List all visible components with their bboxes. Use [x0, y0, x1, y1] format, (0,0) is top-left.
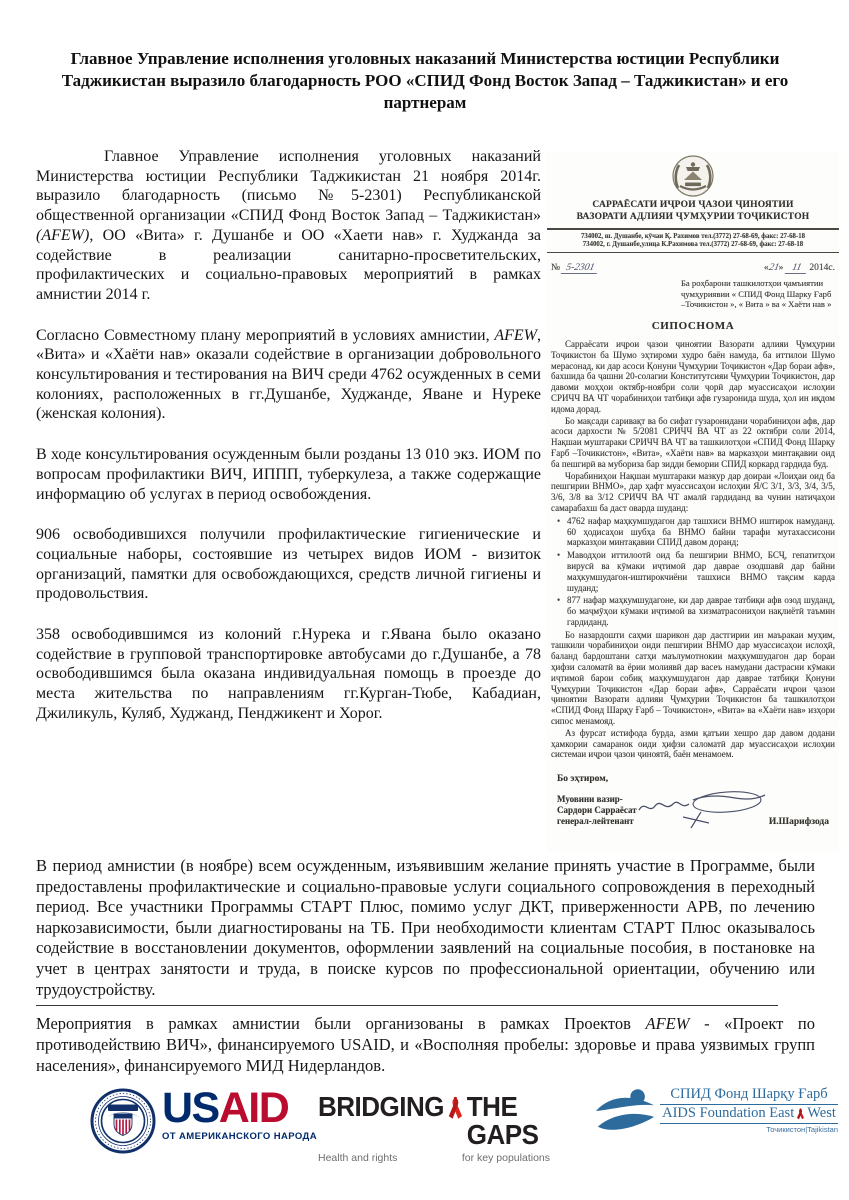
red-ribbon-icon [447, 1090, 464, 1127]
letter-bullet: • 877 нафар маҳкумшудагоне, ки дар даврае татбиқи афв озод шуданд, бо маҷмӯҳои кӯмаки иҷтимоӣ ва хизматрасониҳои нақлиётӣ таъмин гардиданд. [557, 595, 835, 627]
btg-sub-left: Health and rights [318, 1152, 398, 1164]
letter-paragraph: Сарраёсати иҷрои ҷазои ҷиноятии Вазорати адлияи Ҷумҳурии Тоҷикистон ба Шумо эҳтироми худро баён намуда, ба иттилои Шумо мерасонад, ки дар асоси Қонуни Ҷумҳурии Тоҷикистон «Дар бораи афв», бахшида ба ҷашни 20-солагии Конститутсияи Ҷумҳурии Тоҷикистон, дар давоми моҳҳои октябр-ноябри соли ҷорӣ дар муассисаҳои ислоҳии СРИЧЧ ВА ЧТ чорабиниҳои татбиқи афв гузаронида шуда, ҳол ин иқдом идома дорад. [551, 338, 835, 414]
article-left-column [36, 147, 541, 745]
letterhead-address-line1: 734002, ш. Душанбе, кӯчаи Қ. Рахимов тел.(3772) 27-68-69, факс: 27-68-18 [580, 232, 806, 240]
afew-name-tajik: СПИД Фонд Шарқу Ғарб [660, 1086, 838, 1105]
letter-body [547, 339, 839, 760]
partner-logos [0, 1084, 849, 1184]
btg-word-left: BRIDGING [318, 1089, 444, 1123]
letter-paragraph: Аз фурсат истифода бурда, азми қатъии хешро дар давом додани ҳамкории самаранок оиди ҳифзи саломатӣ дар муассисаҳои ислоҳии системаи иҷрои ҷазои ҷиноятӣ, баён менамоем. [551, 727, 835, 760]
letterhead-address-line2: 734002, г. Душанбе,улица К.Рахимова тел.(3772) 27-68-69, факс: 27-68-18 [582, 241, 804, 249]
signer-title-line: Сардори Сарраёсат [557, 805, 637, 816]
letterhead-org-line2: ВАЗОРАТИ АДЛИЯИ ҶУМҲУРИИ ТОҶИКИСТОН [576, 211, 810, 222]
letter-closing: Бо эҳтиром, [557, 774, 609, 785]
btg-word-right: THE GAPS [466, 1089, 539, 1151]
signer-title [557, 794, 637, 827]
paragraph: Мероприятия в рамках амнистии были организованы в рамках Проектов AFEW - «Проект по противодействию ВИЧ», финансируемого USAID, и «Восполняя пробелы: здоровье и права уязвимых групп населения», финансируемого МИД Нидерландов. [36, 1014, 815, 1075]
red-ribbon-icon [796, 1107, 805, 1121]
handwritten-day: 21 [767, 262, 780, 274]
usaid-wordmark [162, 1084, 317, 1142]
page-title: Главное Управление исполнения уголовных наказаний Министерства юстиции Республики Таджикистан выразило благодарность РОО «СПИД Фонд Восток Запад – Таджикистан» и его партнерам [61, 49, 789, 112]
letter-number-date-row [551, 262, 835, 274]
letter-bullet: • Маводҳои иттилоотӣ оид ба пешгирии ВНМО, БСҶ, гепатитҳои вирусӣ ва кӯмаки иҷтимоӣ дар даврае озодшавӣ дар байни маҳкумшудагон-иштирокчиёни ташхиси ВНМО тақсим карда шуданд; [557, 550, 835, 593]
letter-bullet: • 4762 нафар маҳкумшудагон дар ташхиси ВНМО иштирок намуданд. 60 ҳодисаҳои шубҳа ба ВНМО байни тарафи мутахассисони марказҳои минтақавии СПИД давом доранд; [557, 516, 835, 548]
date-year: 2014с. [809, 263, 835, 274]
usaid-logo [90, 1084, 317, 1154]
letter-number [551, 262, 599, 274]
signer-title-line: генерал-лейтенант [557, 816, 634, 827]
paragraph: В период амнистии (в ноябре) всем осужденным, изъявившим желание принять участие в Программе, были предоставлены профилактические и социально-правовые услуги социального сопровождения в переходный период. Все участники Программы СТАРТ Плюс, помимо услуг ДКТ, приверженности АРВ, по лечению наркозависимости, были диагностированы на ТБ. При необходимости клиентам СТАРТ Плюс оказывалось содействие в восстановлении документов, оформлении заявлений на социальные пособия, в постановке на учет в центрах занятости и труда, в поиске курсов по профессиональной ориентации, обучению или трудоустройству. [36, 856, 815, 999]
letterhead-org-name [547, 200, 839, 223]
paragraph: 906 освободившихся получили профилактические гигиенические и социальные наборы, состоявшие из четырех видов ИОМ - визиток организаций, памятки для освобождающихся, средств личной гигиены и продовольствия. [36, 526, 541, 603]
letter-paragraph: Бо назардошти саҳми шарикон дар дастгирии ин маъракаи муҳим, ташкили чорабиниҳои оиди пешгирии ВНМО дар муассисаҳои ислоҳӣ, баланд бардоштани сатҳи маълумотнокии маҳкумшудагон дар бораи ҳифзи саломатӣ ва ёрии молиявӣ дар васеъ намудани дастрасии кӯмаки иҷтимоӣ барои собиқ маҳкумшудагон дар даврае татбиқи Қонуни Ҷумҳурии Тоҷикистон «Дар бораи афв», Сарраёсати иҷрои ҷазои ҷиноятии Вазорати адлияи Ҷумҳурии Тоҷикистон ба ташкилотҳои «СПИД Фонд Шарқу Ғарб – Точикистон», «Вита» ва «Хаёти нав» изҳори сипос менамояд. [551, 629, 835, 727]
letter-signature-block [557, 794, 829, 827]
scanned-letter [547, 152, 839, 852]
divider-rule [36, 1005, 778, 1006]
date-quote-open: « [763, 263, 769, 274]
letter-recipient: Ба роҳбарони ташкилотҳои ҷамъиятии ҷумҳуриявии « СПИД Фонд Шарку Ғарб –Точикистон », « Вита » ва « Хаёти нав » [681, 278, 832, 310]
letter-bullet-list [557, 516, 835, 628]
handwritten-month: 11 [784, 262, 808, 274]
handwritten-letter-number: 5-2301 [561, 262, 600, 274]
letter-title: СИПОСНОМА [651, 319, 735, 332]
btg-sub-right: for key populations [461, 1152, 550, 1164]
letterhead-address [547, 228, 839, 253]
afew-name-english-right: West [807, 1105, 836, 1121]
usaid-word-aid: AID [218, 1084, 289, 1132]
signer-title-line: Муовини вазир- [557, 794, 623, 805]
afew-logo [594, 1086, 838, 1142]
letter-number-label: № [551, 263, 561, 274]
usaid-word-us: US [162, 1084, 219, 1132]
letter-paragraph: Бо мақсади саривақт ва бо сифат гузаронидани чорабиниҳои афв, дар асоси дархости № 5/2081 СРИЧЧ ВА ЧТ аз 22 октябри соли 2014, Нақшаи муштараки СРИЧЧ ВА ЧТ ва ташкилотҳои «СПИД Фонд Шарқу Ғарб –Точикистон», «Вита», «Хаёти нав» ва марказҳои минтақавии оид ба пешгирӣ ва мубориза бар зидди бемории СПИД коркард гардида буд. [551, 415, 835, 469]
paragraph: 358 освободившимся из колоний г.Нурека и г.Явана было оказано содействие в групповой транспортировке автобусами до г.Душанбе, а 78 освободившимся была оказана индивидуальная помощь в проезде до места жительства по направлениям гг.Курган-Тюбе, Кабадиан, Джиликуль, Куляб, Худжанд, Пенджикент и Хорог. [36, 626, 541, 722]
afew-figure-icon [594, 1086, 656, 1142]
paragraph: В ходе консультирования осужденным были розданы 13 010 экз. ИОМ по вопросам профилактики ВИЧ, ИППП, туберкулеза, а также содержащие информацию об услугах в период освобождения. [36, 446, 541, 503]
letter-paragraph: Чорабиниҳои Нақшаи муштараки мазкур дар доираи «Лоиҳаи оид ба пешгирии ВНМО», дар ҳафт муассисаҳои ислоҳии Я/С 3/1, 3/3, 3/4, 3/5, 3/6, 3/8 ва 3/12 СРИЧЧ ВА ЧТ амалӣ гардиданд ва чунин натиҷаҳои самарабахш ба даст оварда шуданд: [551, 470, 835, 513]
letterhead-org-line1: САРРАЁСАТИ ИҶРОИ ҶАЗОИ ҶИНОЯТИИ [592, 200, 794, 210]
afew-name-english-left: AIDS Foundation East [662, 1105, 795, 1121]
signer-name: И.Шарифзода [768, 817, 829, 828]
date-quote-close: » [778, 263, 784, 274]
usaid-seal-icon [90, 1088, 156, 1154]
signature-scribble-icon [635, 784, 785, 830]
tajikistan-emblem-icon [670, 154, 716, 198]
paragraph: Главное Управление исполнения уголовных наказаний Министерства юстиции Республики Таджикистан 21 ноября 2014г. выразило благодарность (письмо №5-2301) Республиканской общественной организации «СПИД Фонд Восток Запад – Таджикистан» (AFEW), ОО «Вита» г. Душанбе и ОО «Хаети нав» г. Худжанда за содействие в реализации санитарно-просветительских, профилактических и социально-правовых мероприятий в рамках амнистии 2014 г. [36, 148, 541, 303]
usaid-tagline: ОТ АМЕРИКАНСКОГО НАРОДА [162, 1131, 317, 1142]
letter-date [764, 262, 835, 274]
afew-country-label: Точикистон|Tajikistan [766, 1125, 838, 1134]
paragraph: Согласно Совместному плану мероприятий в условиях амнистии, AFEW, «Вита» и «Хаёти нав» оказали содействие в организации добровольного консультирования и тестирования на ВИЧ среди 4762 осужденных в семи колониях, расположенных в гг.Душанбе, Худжанде, Яване и Нуреке (женская колония). [36, 326, 541, 423]
bridging-the-gaps-logo [318, 1089, 550, 1164]
